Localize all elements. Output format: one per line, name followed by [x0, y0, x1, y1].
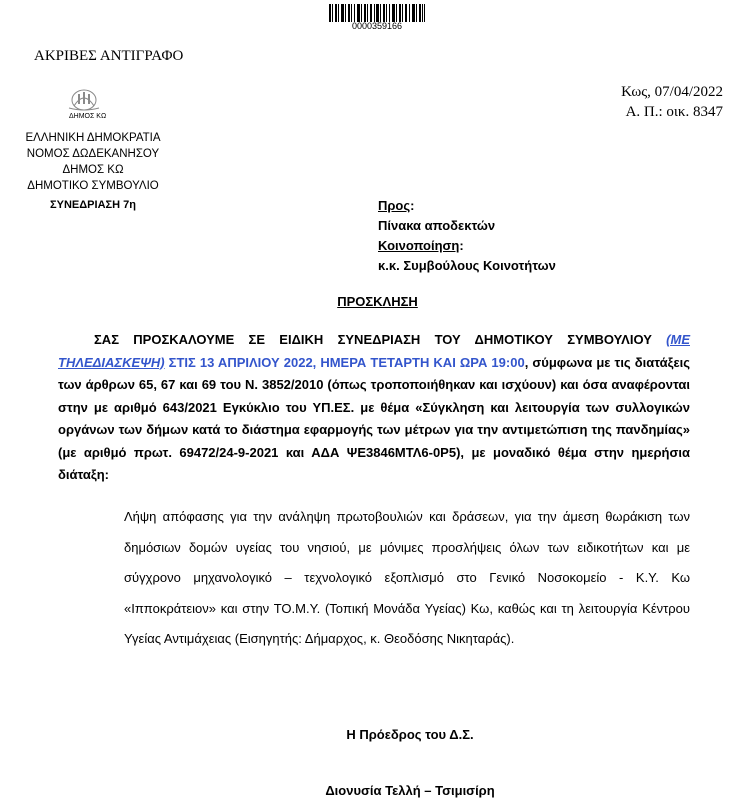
cc-label: Κοινοποίηση — [378, 238, 460, 253]
place-date-block — [621, 82, 723, 122]
document-title: ΠΡΟΣΚΛΗΣΗ — [337, 294, 418, 309]
invitation-paragraph — [58, 329, 690, 487]
authority-line-council: ΔΗΜΟΤΙΚΟ ΣΥΜΒΟΥΛΙΟ — [27, 180, 159, 192]
barcode-icon — [329, 4, 425, 22]
cc-line — [378, 236, 556, 256]
cc-colon: : — [459, 238, 464, 253]
logo-caption: ΔΗΜΟΣ ΚΩ — [69, 113, 107, 120]
invitation-text-part1: ΣΑΣ ΠΡΟΣΚΑΛΟΥΜΕ ΣΕ ΕΙΔΙΚΗ ΣΥΝΕΔΡΙΑΣΗ ΤΟΥ ΔΗΜΟΤΙΚΟΥ ΣΥΜΒΟΥΛΙΟΥ — [94, 332, 667, 347]
authority-line-municipality: ΔΗΜΟΣ ΚΩ — [62, 164, 124, 176]
meeting-datetime: ΣΤΙΣ 13 ΑΠΡΙΛΙΟΥ 2022, ΗΜΕΡΑ ΤΕΤΑΡΤΗ ΚΑΙ ΩΡΑ 19:00 — [164, 354, 525, 370]
protocol-number: Α. Π.: οικ. 8347 — [625, 104, 723, 120]
barcode-number: 0000359166 — [351, 21, 403, 31]
to-line — [378, 196, 556, 216]
teleconference-link[interactable]: (ΜΕ ΤΗΛΕΔΙΑΣΚΕΨΗ) — [58, 332, 690, 370]
to-value: Πίνακα αποδεκτών — [378, 218, 496, 233]
exact-copy-label: ΑΚΡΙΒΕΣ ΑΝΤΙΓΡΑΦΟ — [34, 48, 184, 64]
invitation-text-part3: , σύμφωνα με τις διατάξεις των άρθρων 65, 67 και 69 του Ν. 3852/2010 (όπως τροποποιήθηκαν και ισχύουν) και όσα αναφέρονται στην με αριθμό 643/2021 Εγκύκλιο του ΥΠ.ΕΣ. με θέμα «Σύγκληση και λειτουργία των συλλογικών οργάνων των δήμων κατά το διάστημα εφαρμογής των μέτρων για την αντιμετώπιση της πανδημίας» (με αριθμό πρωτ. 69472/24-9-2021 και ΑΔΑ ΨΕ3846ΜΤΛ6-0Ρ5), με μοναδικό θέμα στην ημερήσια διάταξη: — [58, 354, 690, 482]
agenda-topic: Λήψη απόφασης για την ανάληψη πρωτοβουλιών και δράσεων, για την άμεση θωράκιση των δημόσιων δομών υγείας του νησιού, με μόνιμες προσλήψεις όλων των ειδικοτήτων και με σύγχρονο μηχανολογικό – τεχνολογικό εξοπλισμό στο Γενικό Νοσοκομείο - Κ.Υ. Κω «Ιπποκράτειον» και στην ΤΟ.Μ.Υ. (Τοπική Μονάδα Υγείας) Κω, καθώς και τη λειτουργία Κέντρου Υγείας Αντιμάχειας (Εισηγητής: Δήμαρχος, κ. Θεοδόσης Νικηταράς). — [124, 509, 690, 646]
to-label: Προς — [378, 198, 411, 213]
signatory-role: Η Πρόεδρος του Δ.Σ. — [346, 727, 474, 742]
municipality-logo-icon — [64, 86, 104, 112]
document-date: Κως, 07/04/2022 — [621, 84, 723, 100]
issuing-authority — [18, 130, 168, 194]
cc-value: κ.κ. Συμβούλους Κοινοτήτων — [378, 258, 556, 273]
recipients-block — [378, 196, 556, 276]
authority-line-republic: ΕΛΛΗΝΙΚΗ ΔΗΜΟΚΡΑΤΙΑ — [25, 132, 161, 144]
to-colon: : — [410, 198, 415, 213]
session-number: ΣΥΝΕΔΡΙΑΣΗ 7η — [50, 199, 136, 211]
signatory-name: Διονυσία Τελλή – Τσιμισίρη — [325, 783, 495, 798]
authority-line-prefecture: ΝΟΜΟΣ ΔΩΔΕΚΑΝΗΣΟΥ — [26, 148, 160, 160]
